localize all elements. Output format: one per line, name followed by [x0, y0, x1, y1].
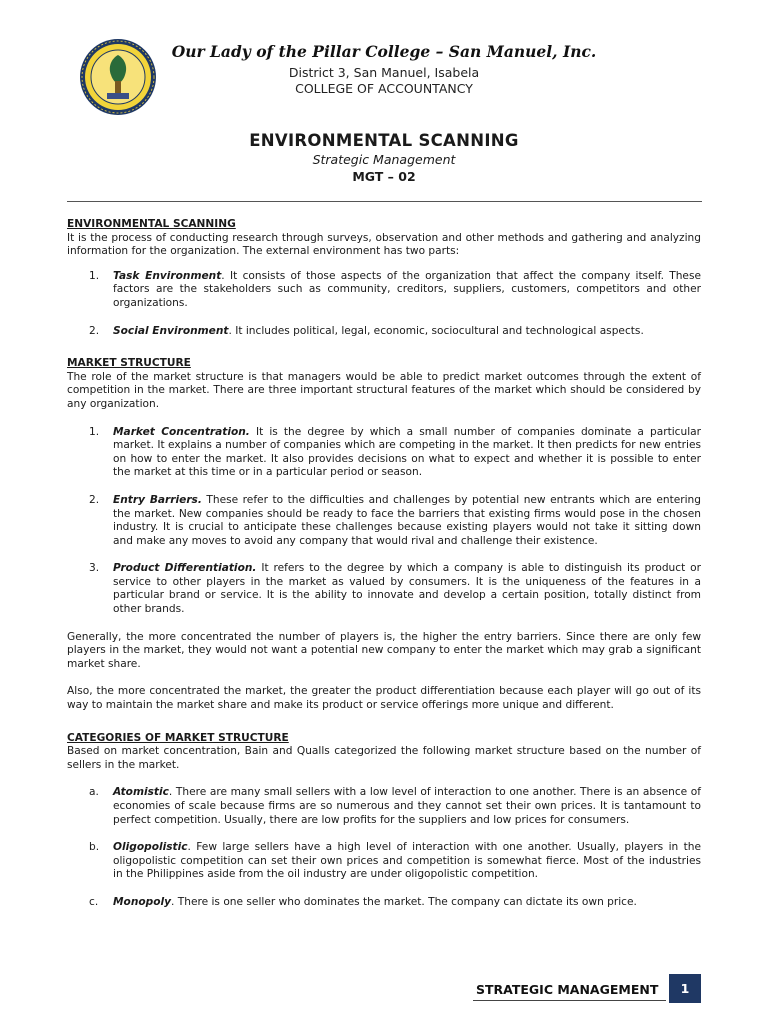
market-list [67, 426, 701, 617]
market-paragraph: Also, the more concentrated the market, the greater the product differentiation because each player will go out of its way to maintain the market share and make its product or service offerings more unique and different. [67, 685, 701, 712]
college-address: District 3, San Manuel, Isabela [288, 65, 480, 80]
list-item: 1. Market Concentration. It is the degree by which a small number of companies dominate a particular market. It explains a number of companies which are competing in the market. It then predicts for new entries on how to enter the market. It also provides decisions on what to expect and whether it is possible to enter the market at this time or in a particular period or season. [89, 425, 701, 479]
document-subtitle: Strategic Management [312, 152, 456, 167]
env-list [67, 270, 701, 338]
list-item: 3. Product Differentiation. It refers to the degree by which a company is able to distinguish its product or service to other players in the market as valued by consumers. It is the uniqueness of the features in a particular brand or service. It is the ability to innovate and develop a certain position, totally distinct from other brands. [89, 562, 701, 616]
list-item: 2. Social Environment. It includes political, legal, economic, sociocultural and technological aspects. [89, 324, 644, 337]
page-number: 1 [669, 974, 701, 1003]
section-heading-market: MARKET STRUCTURE [67, 357, 191, 370]
course-code: MGT – 02 [352, 169, 416, 184]
env-intro: It is the process of conducting research through surveys, observation and other methods and gathering and analyzing information for the organization. The external environment has two parts: [67, 231, 701, 258]
categories-intro: Based on market concentration, Bain and Qualls categorized the following market structure based on the number of sellers in the market. [67, 745, 701, 771]
section-heading-categories: CATEGORIES OF MARKET STRUCTURE [67, 731, 289, 744]
document-title: ENVIRONMENTAL SCANNING [249, 131, 519, 150]
header-divider [67, 201, 702, 202]
college-department: COLLEGE OF ACCOUNTANCY [295, 81, 473, 96]
list-item: 1. Task Environment. It consists of those aspects of the organization that affect the company itself. These factors are the stakeholders such as community, creditors, suppliers, customers, competitors and other organizations. [89, 269, 701, 309]
list-item: a. Atomistic. There are many small sellers with a low level of interaction to one another. There is an absence of economies of scale because firms are so numerous and they cannot set their own prices. It is tantamount to perfect competition. Usually, there are low profits for the suppliers and low prices for consumers. [89, 786, 701, 826]
document-body [67, 218, 701, 910]
list-item: b. Oligopolistic. Few large sellers have a high level of interaction with one another. Usually, players in the oligopolistic competition can set their own prices and competition is somewhat fierce. Most of the industries in the Philippines aside from the oil industry are under oligopolistic competition. [89, 841, 701, 881]
footer-divider [473, 1000, 666, 1001]
section-heading-env: ENVIRONMENTAL SCANNING [67, 218, 236, 230]
list-item: 2. Entry Barriers. These refer to the difficulties and challenges by potential new entrants which are entering the market. New companies should be ready to face the barriers that existing firms would pose in the chosen industry. It is crucial to anticipate these challenges because existing players would not take it sitting down and make any moves to avoid any company that would rival and challenge their existence. [89, 493, 701, 547]
categories-list [67, 786, 701, 909]
market-intro: The role of the market structure is that managers would be able to predict market outcomes through the extent of competition in the market. There are three important structural features of the market which should be considered by any organization. [67, 370, 701, 410]
college-seal-logo [78, 37, 158, 117]
list-item: c. Monopoly. There is one seller who dominates the market. The company can dictate its own price. [89, 895, 637, 908]
college-name: Our Lady of the Pillar College – San Manuel, Inc. [171, 42, 597, 61]
footer-label: STRATEGIC MANAGEMENT [476, 982, 659, 997]
market-paragraph: Generally, the more concentrated the number of players is, the higher the entry barriers. Since there are only few players in the market, they would not want a potential new company to enter the market which may grab a significant market share. [67, 630, 701, 670]
